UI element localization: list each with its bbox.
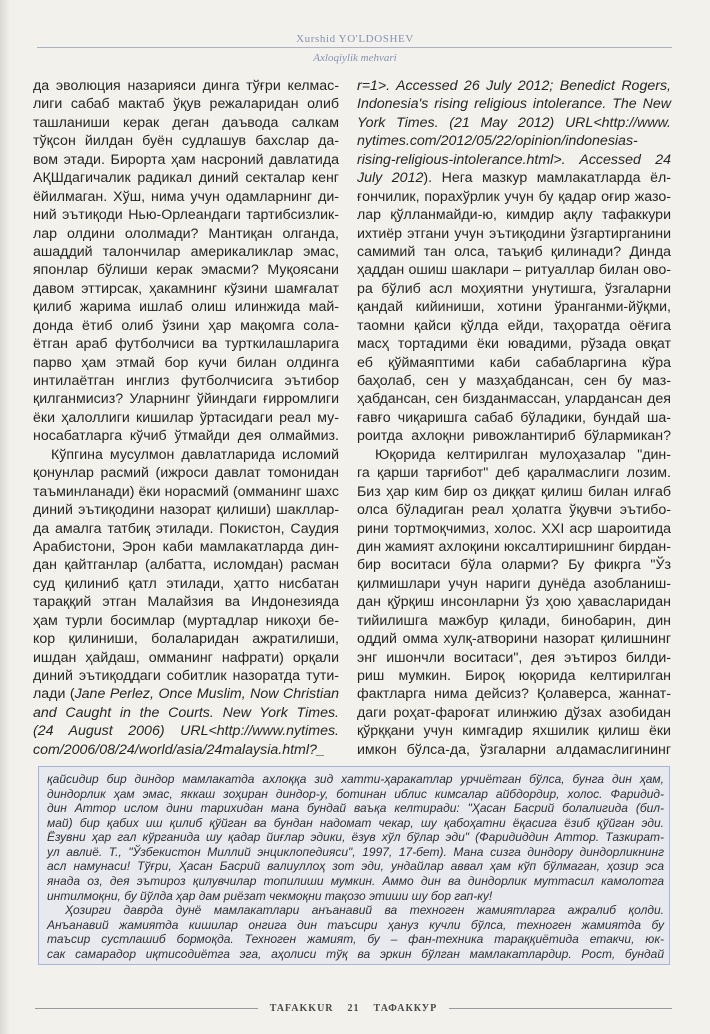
text-line bbox=[33, 317, 339, 335]
line-text: олса бўладиган реал ҳолатга ўқувчи эътибо- bbox=[357, 502, 671, 519]
text-line bbox=[33, 188, 339, 206]
text-line bbox=[47, 947, 664, 962]
text-line bbox=[33, 538, 339, 556]
text-line bbox=[33, 95, 339, 113]
text-line bbox=[33, 446, 339, 464]
text-run: ). Нега мазкур мамлакатларда ёл- bbox=[423, 170, 671, 187]
line-text: диндорлик ҳам эмас, яккаш зоҳиран диндор-у, ботинан иблис кимсалар айбдордир, холос. Фаридид- bbox=[47, 786, 664, 801]
line-text: асл намунаси! Тўғри, Ҳасан Басрий валиуллоҳ зот эди, ундайлар аввал ҳам кўп бўлмаган, ҳозир эса bbox=[47, 859, 664, 874]
text-line bbox=[47, 932, 664, 947]
line-text: қилиб жарима ишлаб олиш илинжида май- bbox=[33, 299, 339, 316]
text-line bbox=[33, 722, 339, 740]
line-text: ний эътиқоди Нью-Орлеандаги тартибсизлик- bbox=[33, 207, 339, 224]
text-line bbox=[357, 575, 671, 593]
italic-text-run: York Times. (21 May 2012) URL<http://www. bbox=[357, 114, 671, 131]
text-line bbox=[47, 918, 664, 933]
text-line bbox=[357, 298, 671, 316]
text-line bbox=[357, 225, 671, 243]
text-line bbox=[357, 704, 671, 722]
line-text: роитда ахлоқни ривожлантириб бўлармикан? bbox=[357, 428, 671, 445]
line-text: риш мумкин. Бироқ юқорида келтирилган bbox=[357, 668, 671, 684]
line-text: қилмишлари учун нариги дунёда азобланиш- bbox=[357, 575, 671, 592]
text-line bbox=[357, 464, 671, 482]
text-line bbox=[357, 390, 671, 408]
line-text: қўрққани учун кимгадир яхшилик қилиш ёки bbox=[357, 723, 671, 740]
line-text: Арабистони, Эрон каби мамлакатларда дин- bbox=[33, 538, 339, 555]
line-text: диний эътиқодини назорат қилиши) шакллар- bbox=[33, 502, 339, 519]
italic-text-run: nytimes.com/2012/05/22/opinion/indonesias- bbox=[357, 133, 638, 150]
text-line bbox=[357, 520, 671, 538]
text-line bbox=[33, 298, 339, 316]
text-line bbox=[33, 704, 339, 722]
text-line bbox=[33, 243, 339, 261]
text-line bbox=[357, 317, 671, 335]
line-text: лар қўлланмайди-ю, кимдир ақлу тафаккури bbox=[357, 207, 671, 224]
footer-rule-right bbox=[449, 1008, 672, 1009]
line-text: таъсир сустлашиб бормоқда. Техноген жамият, бу – фан-техника тараққиётида етакчи, юк- bbox=[47, 932, 664, 947]
line-text: ҳам турли босимлар (муртадлар никоҳи бе- bbox=[33, 612, 339, 629]
line-text: бир воситаси бўла оларми? Бу фикрга "Ўз bbox=[357, 557, 671, 574]
text-line bbox=[357, 667, 671, 685]
text-line bbox=[357, 188, 671, 206]
text-line bbox=[47, 845, 664, 860]
italic-text-run: Jane Perlez, Once Muslim, Now Christian bbox=[74, 686, 339, 703]
text-line bbox=[33, 520, 339, 538]
line-text: ра бўлиб асл моҳиятни унутишга, ўзгаларни bbox=[357, 280, 671, 297]
text-line bbox=[357, 243, 671, 261]
line-text: да эволюция назарияси динга тўғри келмас- bbox=[33, 78, 339, 94]
page-footer bbox=[35, 1001, 672, 1015]
line-text: еб қўймаяптими каби сабабларгина кўра bbox=[357, 354, 671, 371]
line-text: ғавғо чиқаришга сабаб бўладики, бундай ша- bbox=[357, 409, 671, 426]
text-line bbox=[47, 903, 664, 918]
italic-text-run: rising-religious-intolerance.html>. Accessed 24 bbox=[357, 151, 671, 168]
text-line bbox=[33, 667, 339, 685]
line-text: Анъанавий жамиятда кишилар онгига дин таъсири ҳануз кучли бўлса, техноген жамиятда бу bbox=[47, 917, 664, 932]
text-line bbox=[357, 151, 671, 169]
line-text: диний эътиқоддаги собитлик назоратда тути- bbox=[33, 668, 339, 684]
italic-text-run: and Caught in the Courts. New York Times. bbox=[33, 704, 339, 721]
text-line bbox=[357, 612, 671, 630]
line-text bbox=[357, 152, 671, 168]
line-text: парво ҳам этмай бор кучи билан олдинга bbox=[33, 354, 339, 371]
text-line bbox=[357, 722, 671, 740]
text-line bbox=[357, 132, 671, 150]
text-line bbox=[357, 169, 671, 187]
text-line bbox=[357, 280, 671, 298]
italic-text-run: com/2006/08/24/world/asia/24malaysia.html?_ bbox=[33, 741, 325, 758]
line-text: Биз ҳар ким бир оз диққат қилиш билан илғаб bbox=[357, 483, 671, 500]
text-line bbox=[47, 859, 664, 874]
line-text: ёки ҳалоллиги кишилар ўртасидаги реал му- bbox=[33, 409, 339, 426]
line-text: Ёзувни ҳар гал кўрганида шу қадар йиғлар эдики, ёзув хўл бўлар эди" (Фаридиддин Аттор. Тазкират- bbox=[47, 830, 664, 845]
line-text bbox=[33, 742, 325, 758]
paragraph bbox=[47, 772, 664, 903]
line-text: самимий тан олса, таъқиб қилинади? Динда bbox=[357, 243, 671, 260]
text-line bbox=[33, 372, 339, 390]
text-line bbox=[33, 390, 339, 408]
line-text: вом этади. Бирорта ҳам насроний давлатида bbox=[33, 151, 339, 168]
text-line bbox=[33, 464, 339, 482]
line-text: дан қайтганлар (албатта, исломдан) расман bbox=[33, 557, 339, 574]
text-line bbox=[357, 427, 671, 445]
text-line bbox=[33, 169, 339, 187]
paragraph bbox=[357, 446, 671, 759]
text-line bbox=[357, 206, 671, 224]
line-text bbox=[33, 723, 339, 739]
line-text: донда ётиб олиб ўзини ҳар мақомга сола- bbox=[33, 317, 339, 334]
text-line bbox=[357, 685, 671, 703]
line-text: лиги сабаб мактаб ўқув режаларидан олиб bbox=[33, 96, 339, 113]
paragraph bbox=[47, 903, 664, 961]
text-line bbox=[33, 630, 339, 648]
line-text: ёйилмаган. Хўш, нима учун одамларнинг ди- bbox=[33, 188, 339, 205]
italic-text-run: July 2012 bbox=[357, 170, 424, 187]
line-text bbox=[357, 78, 671, 94]
text-line bbox=[357, 114, 671, 132]
text-line bbox=[33, 151, 339, 169]
text-line bbox=[357, 446, 671, 464]
text-line bbox=[33, 556, 339, 574]
text-line bbox=[33, 575, 339, 593]
line-text: баҳолаб, сен у мазҳабдансан, сен бу маз- bbox=[357, 373, 671, 389]
line-text: ул авлиё. Т., "Ўзбекистон Миллий энциклопедияси", 1997, 17-бет). Мана сизга диндору диндорликнинг bbox=[47, 844, 664, 859]
line-text: носабатларга кўчиб ўтмайди дея олмаймиз. bbox=[33, 428, 339, 445]
text-line bbox=[33, 225, 339, 243]
text-line bbox=[357, 630, 671, 648]
text-line bbox=[357, 741, 671, 759]
paragraph bbox=[33, 77, 339, 446]
text-line bbox=[357, 409, 671, 427]
line-text: да амалга татбиқ этилади. Покистон, Саудия bbox=[33, 520, 339, 537]
text-run: лади ( bbox=[33, 686, 75, 703]
line-text: тараққий этган Малайзия ва Индонезияда bbox=[33, 594, 339, 611]
line-text: янада оз, дея эътироз қилувчилар топилиши мумкин. Аммо дин ва диндорлик муттасил камолотга bbox=[47, 874, 664, 889]
line-text: лар олдини ололмади? Мантиқан олганда, bbox=[33, 225, 339, 242]
line-text: тўқсон йилдан буён судлашув бахслар да- bbox=[33, 133, 339, 150]
text-line bbox=[47, 816, 664, 831]
text-line bbox=[33, 206, 339, 224]
page-number: 21 bbox=[347, 1002, 360, 1014]
line-text: таомни қайси қўлда ейди, таҳоратда оёғига bbox=[357, 317, 671, 334]
line-text: интилаётган инглиз футболчисига эътибор bbox=[33, 373, 339, 389]
line-text: Юқорида келтирилган мулоҳазалар "дин- bbox=[375, 446, 671, 463]
text-line bbox=[33, 409, 339, 427]
text-line bbox=[33, 483, 339, 501]
text-line bbox=[33, 649, 339, 667]
text-line bbox=[357, 483, 671, 501]
text-line bbox=[357, 372, 671, 390]
text-line bbox=[33, 741, 339, 759]
text-line bbox=[33, 280, 339, 298]
text-line bbox=[33, 427, 339, 445]
footer-title-cyrillic: ТАФАККУР bbox=[373, 1002, 438, 1014]
text-line bbox=[33, 335, 339, 353]
line-text: масҳ тортадими ёки ювадими, рўзада овқат bbox=[357, 336, 671, 353]
line-text: имкон бўлса-да, ўзгаларни алдамаслигининг bbox=[357, 741, 671, 758]
line-text bbox=[357, 115, 671, 131]
line-text: қандай кийиниши, хотини ўранганми-йўқми, bbox=[357, 299, 671, 316]
line-text: сак самарадор иқтисодиётга эга, аҳолиси тўқ ва эркин бўлган мамлакатлардир. Рост, бундай bbox=[47, 946, 664, 961]
text-line bbox=[357, 501, 671, 519]
running-header-section: Axloqiylik mehvari bbox=[313, 52, 397, 64]
left-text-column bbox=[33, 77, 339, 759]
header-rule bbox=[37, 47, 672, 48]
text-line bbox=[47, 830, 664, 845]
text-line bbox=[357, 593, 671, 611]
line-text: га қарши тарғибот" деб қаралмаслиги лозим. bbox=[357, 465, 671, 482]
text-line bbox=[357, 354, 671, 372]
line-text: энг ишончли воситаси", дея эътироз билди- bbox=[357, 649, 671, 666]
text-line bbox=[47, 787, 664, 802]
text-line bbox=[47, 801, 664, 816]
text-line bbox=[33, 114, 339, 132]
line-text: қонунлар расмий (ижроси давлат томонидан bbox=[33, 465, 339, 482]
line-text: ишдан ҳайдаш, омманинг нафрати) орқали bbox=[33, 649, 339, 666]
line-text: японлар бўлиши керак эмасми? Муқоясани bbox=[33, 262, 339, 279]
text-line bbox=[33, 612, 339, 630]
text-line bbox=[357, 538, 671, 556]
text-line bbox=[47, 874, 664, 889]
text-line bbox=[33, 685, 339, 703]
right-text-column bbox=[357, 77, 671, 759]
line-text: дин Аттор ислом дини тарихидан мана бундай ваъқа келтиради: "Ҳасан Басрий болалигида (бил- bbox=[47, 801, 664, 816]
line-text: суд қилиниб қатл этилади, ҳатто нисбатан bbox=[33, 575, 339, 592]
line-text: ашаддий талончилар америкаликлар эмас, bbox=[33, 243, 339, 260]
line-text: Кўпгина мусулмон давлатларида исломий bbox=[51, 446, 339, 463]
line-text: оддий омма хулқ-атворини назорат қилишнинг bbox=[357, 631, 671, 648]
line-text: таъминланади) ёки норасмий (омманинг шахс bbox=[33, 483, 339, 500]
italic-text-run: r=1>. Accessed 26 July 2012; Benedict Rogers, bbox=[357, 78, 671, 94]
line-text: Ҳозирги даврда дунё мамлакатлари анъанавий ва техноген жамиятларга ажралиб қолди. bbox=[65, 903, 664, 918]
line-text: ҳабдансан, сен бизданмассан, улардансан дея bbox=[357, 391, 671, 408]
text-line bbox=[33, 593, 339, 611]
running-header-author: Xurshid YO'LDOSHEV bbox=[296, 33, 414, 45]
text-line bbox=[357, 649, 671, 667]
text-line bbox=[33, 501, 339, 519]
text-line bbox=[357, 556, 671, 574]
line-text: ҳаддан ошиш шаклари – ритуаллар билан ово- bbox=[357, 262, 671, 279]
text-line bbox=[357, 95, 671, 113]
line-text: давом эттирсак, ҳакамнинг кўзини шамғалат bbox=[33, 280, 339, 297]
text-line bbox=[47, 889, 664, 904]
line-text: дин жамият ахлоқини юксалтиришнинг бирдан- bbox=[357, 538, 671, 555]
line-text: даги роҳат-фароғат илинжию дўзах азобидан bbox=[357, 704, 671, 721]
italic-text-run: (24 August 2006) URL<http://www.nytimes. bbox=[33, 723, 339, 740]
line-text: ихтиёр этгани учун эътиқодини ўзгартирганини bbox=[357, 225, 671, 242]
line-text: қайсидир бир диндор мамлакатда ахлоққа зид хатти-ҳаракатлар урчиётган бўлса, бунга дин ҳам, bbox=[47, 772, 664, 786]
scan-edge-shadow bbox=[0, 0, 10, 1034]
text-line bbox=[33, 261, 339, 279]
line-text bbox=[33, 705, 339, 721]
line-text: ғончилик, порахўрлик учун бу қадар оғир жазо- bbox=[357, 188, 671, 205]
text-line bbox=[33, 132, 339, 150]
line-text: АҚШдагичалик радикал диний секталар кенг bbox=[33, 170, 339, 187]
footer-title-latin: TAFAKKUR bbox=[269, 1002, 334, 1014]
line-text: интилмоқни, бу йўлда ҳар дам риёзат чекмоқни тақозо этиши шу бор гап-ку! bbox=[47, 888, 493, 903]
line-text: кор қилиниши, болаларидан ажратилиши, bbox=[33, 631, 339, 648]
line-text: ётган араб футболчиси ва турткилашларига bbox=[33, 336, 339, 353]
line-text: рини тортмоқчимиз, холос. XXI аср шароитида bbox=[357, 520, 671, 537]
boxed-insert bbox=[38, 766, 670, 965]
text-line bbox=[357, 335, 671, 353]
paragraph bbox=[357, 77, 671, 446]
text-line bbox=[357, 261, 671, 279]
line-text bbox=[33, 686, 339, 702]
line-text bbox=[357, 96, 671, 112]
text-line bbox=[33, 77, 339, 95]
italic-text-run: Indonesia's rising religious intolerance. The New bbox=[357, 96, 671, 113]
line-text: қилганмисиз? Уларнинг ўйиндаги ғирромлиги bbox=[33, 391, 339, 408]
footer-rule-left bbox=[35, 1008, 258, 1009]
line-text: дан қўрқиш инсонларни ўз ҳою ҳавасларидан bbox=[357, 594, 671, 611]
line-text bbox=[357, 170, 671, 186]
line-text: ташланиши керак деган даъвода салкам bbox=[33, 114, 339, 131]
text-line bbox=[33, 354, 339, 372]
line-text: фактларга нима дейсиз? Қолаверса, жаннат- bbox=[357, 686, 671, 703]
line-text: тийилишга мажбур қилади, бинобарин, дин bbox=[357, 612, 671, 629]
line-text: май) бир қабих иш қилиб қўйган ва бундан надомат чекар, шу қабоҳатни ёқасига ёзиб қўйган эди. bbox=[47, 815, 664, 830]
text-line bbox=[47, 772, 664, 787]
paragraph bbox=[33, 446, 339, 759]
line-text bbox=[357, 133, 638, 149]
text-line bbox=[357, 77, 671, 95]
